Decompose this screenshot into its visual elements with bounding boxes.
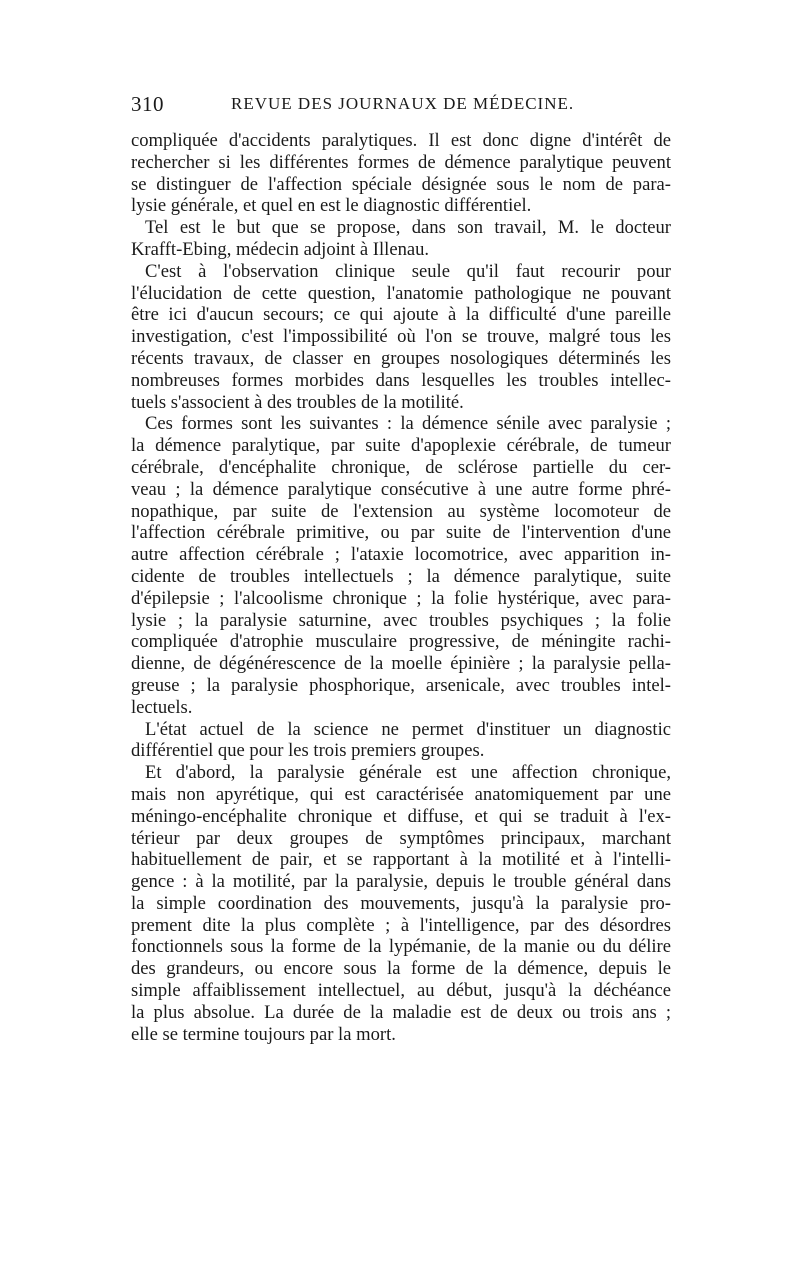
paragraph (131, 261, 671, 414)
text-line: greuse ; la paralysie phosphorique, arsenicale, avec troubles intel- (131, 674, 671, 696)
text-line: nombreuses formes morbides dans lesquelles les troubles intellec- (131, 369, 671, 391)
text-line: être ici d'aucun secours; ce qui ajoute à la difficulté d'une pareille (131, 304, 671, 326)
paragraph (131, 719, 671, 763)
text-line: d'épilepsie ; l'alcoolisme chronique ; la folie hystérique, avec para- (131, 587, 671, 609)
text-line: gence : à la motilité, par la paralysie, depuis le trouble général dans (131, 871, 671, 893)
text-line: lectuels. (131, 696, 193, 718)
page-number: 310 (131, 92, 164, 116)
text-line: rechercher si les différentes formes de démence paralytique peuvent (131, 151, 671, 173)
text-line: la démence paralytique, par suite d'apoplexie cérébrale, de tumeur (131, 435, 671, 457)
text-line: Krafft-Ebing, médecin adjoint à Illenau. (131, 238, 430, 260)
text-line: Tel est le but que se propose, dans son travail, M. le docteur (145, 217, 671, 239)
paragraph (131, 130, 671, 217)
text-line: fonctionnels sous la forme de la lypémanie, de la manie ou du délire (131, 936, 671, 958)
text-line: lysie générale, et quel en est le diagnostic différentiel. (131, 195, 532, 217)
text-line: l'élucidation de cette question, l'anatomie pathologique ne pouvant (131, 282, 671, 304)
text-line: différentiel que pour les trois premiers groupes. (131, 740, 485, 762)
text-line: C'est à l'observation clinique seule qu'il faut recourir pour (145, 260, 671, 282)
text-line: L'état actuel de la science ne permet d'instituer un diagnostic (145, 718, 671, 740)
paragraph (131, 413, 671, 718)
body-text (131, 130, 671, 1045)
text-line: cidente de troubles intellectuels ; la démence paralytique, suite (131, 565, 671, 587)
text-line: compliquée d'atrophie musculaire progressive, de méningite rachi- (131, 631, 671, 653)
paragraph (131, 762, 671, 1045)
text-line: térieur par deux groupes de symptômes principaux, marchant (131, 827, 671, 849)
text-line: Ces formes sont les suivantes : la démence sénile avec paralysie ; (145, 413, 671, 435)
text-line: se distinguer de l'affection spéciale désignée sous le nom de para- (131, 173, 671, 195)
text-line: cérébrale, d'encéphalite chronique, de sclérose partielle du cer- (131, 456, 671, 478)
text-line: autre affection cérébrale ; l'ataxie locomotrice, avec apparition in- (131, 544, 671, 566)
text-line: compliquée d'accidents paralytiques. Il est donc digne d'intérêt de (131, 130, 671, 151)
text-line: Et d'abord, la paralysie générale est une affection chronique, (145, 762, 671, 784)
text-line: l'affection cérébrale primitive, ou par suite de l'intervention d'une (131, 522, 671, 544)
text-line: lysie ; la paralysie saturnine, avec troubles psychiques ; la folie (131, 609, 671, 631)
text-line: méningo-encéphalite chronique et diffuse, et qui se traduit à l'ex- (131, 805, 671, 827)
text-line: veau ; la démence paralytique consécutive à une autre forme phré- (131, 478, 671, 500)
text-line: elle se termine toujours par la mort. (131, 1023, 396, 1045)
text-line: récents travaux, de classer en groupes nosologiques déterminés les (131, 347, 671, 369)
text-line: investigation, c'est l'impossibilité où l'on se trouve, malgré tous les (131, 326, 671, 348)
running-head (131, 92, 671, 122)
journal-title: REVUE DES JOURNAUX DE MÉDECINE. (231, 94, 575, 113)
paragraph (131, 217, 671, 261)
text-line: mais non apyrétique, qui est caractérisée anatomiquement par une (131, 783, 671, 805)
text-line: la simple coordination des mouvements, jusqu'à la paralysie pro- (131, 892, 671, 914)
text-line: simple affaiblissement intellectuel, au début, jusqu'à la déchéance (131, 980, 671, 1002)
text-line: habituellement de pair, et se rapportant à la motilité et à l'intelli- (131, 849, 671, 871)
text-line: dienne, de dégénérescence de la moelle épinière ; la paralysie pella- (131, 653, 671, 675)
text-line: prement dite la plus complète ; à l'intelligence, par des désordres (131, 914, 671, 936)
text-line: tuels s'associent à des troubles de la motilité. (131, 391, 464, 413)
text-line: la plus absolue. La durée de la maladie est de deux ou trois ans ; (131, 1001, 671, 1023)
text-line: des grandeurs, ou encore sous la forme de la démence, depuis le (131, 958, 671, 980)
text-line: nopathique, par suite de l'extension au système locomoteur de (131, 500, 671, 522)
